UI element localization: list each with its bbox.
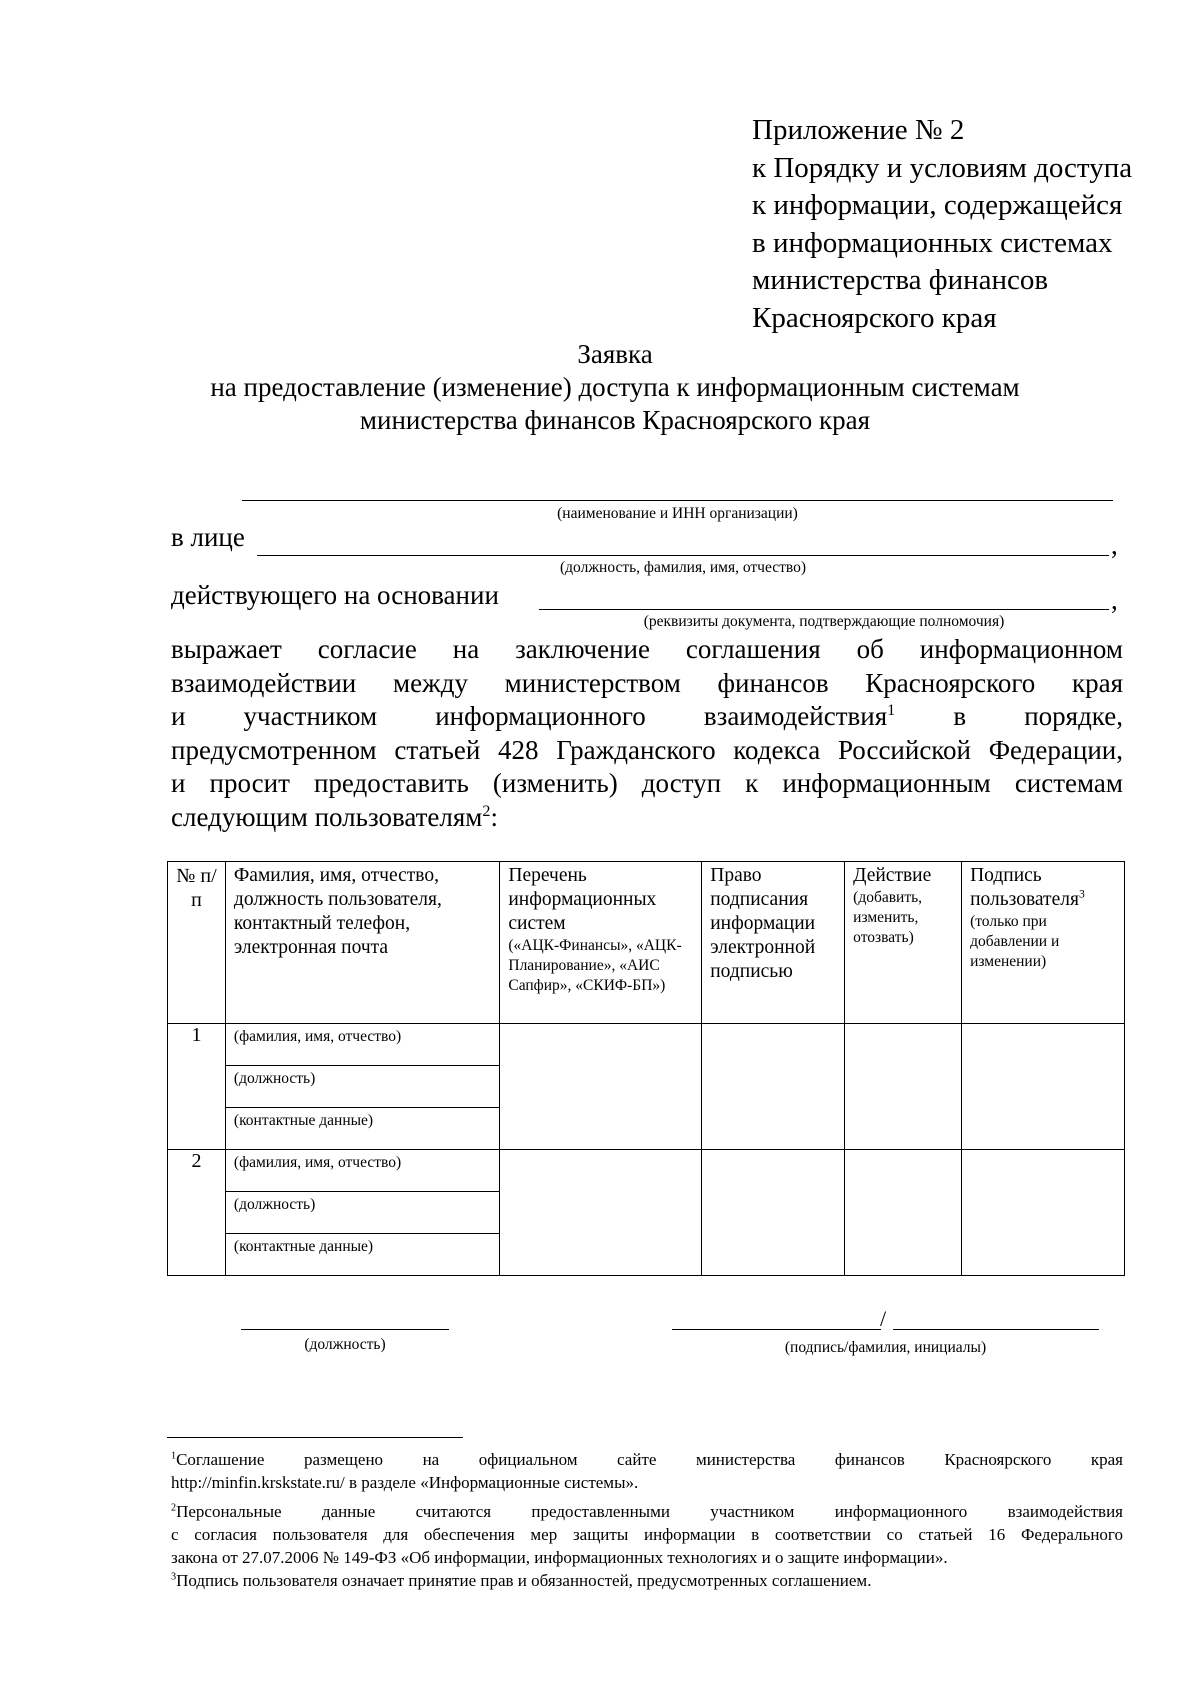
paragraph-segment: следующим пользователям [171, 801, 483, 832]
title-heading: Заявка [577, 339, 653, 369]
header-right: Право подписания информации электронной подписью [702, 862, 845, 1024]
header-systems-list: («АЦК-Финансы», «АЦК-Планирование», «АИС Сапфир», «СКИФ-БП») [508, 937, 682, 994]
paragraph-line: и просит предоставить (изменить) доступ к информационным системам [171, 768, 1123, 798]
basis-caption: (реквизиты документа, подтверждающие полномочия) [643, 613, 1005, 630]
footnote-ref: 3 [1078, 887, 1085, 901]
org-caption: (наименование и ИНН организации) [557, 505, 798, 522]
paragraph-line [171, 801, 1123, 835]
footnote-1-line: http://minfin.krskstate.ru/ в разделе «Информационные системы». [171, 1473, 639, 1492]
header-action-title: Действие [853, 865, 932, 886]
table-row [168, 1024, 1125, 1066]
org-field-line[interactable] [242, 500, 1113, 501]
appendix-line: Приложение № 2 [752, 114, 965, 146]
cell-right[interactable] [702, 1024, 845, 1150]
person-label: в лице [171, 522, 245, 552]
footnote-text: Персональные данные считаются предоставленными участником информационного взаимодействия [176, 1502, 1123, 1521]
appendix-line: Красноярского края [752, 301, 997, 334]
footnote-1-line [171, 1448, 1123, 1471]
cell-sign[interactable] [962, 1024, 1125, 1150]
header-sign [962, 862, 1125, 1024]
paragraph-line [171, 700, 1123, 734]
footnote-2-line: закона от 27.07.2006 № 149-ФЗ «Об информации, информационных технологиях и о защите информации». [171, 1548, 948, 1567]
cell-fio[interactable]: (фамилия, имя, отчество) [225, 1150, 499, 1192]
position-caption: (должность) [304, 1336, 386, 1353]
footnote-text: Соглашение размещено на официальном сайте министерства финансов Красноярского края [176, 1450, 1123, 1469]
header-systems-title: Перечень информационных систем [508, 865, 657, 934]
footnote-ref: 2 [482, 801, 491, 820]
cell-action[interactable] [845, 1024, 962, 1150]
cell-sign[interactable] [962, 1150, 1125, 1276]
header-user: Фамилия, имя, отчество, должность пользователя, контактный телефон, электронная почта [225, 862, 499, 1024]
person-caption: (должность, фамилия, имя, отчество) [559, 559, 807, 576]
signature-caption: (подпись/фамилия, инициалы) [784, 1339, 987, 1356]
document-title [150, 338, 1080, 437]
cell-contacts[interactable]: (контактные данные) [225, 1234, 499, 1276]
header-systems [500, 862, 702, 1024]
cell-systems[interactable] [500, 1150, 702, 1276]
table-header-row [168, 862, 1125, 1024]
comma: , [1111, 585, 1118, 615]
basis-label: действующего на основании [171, 580, 499, 610]
row-num: 2 [168, 1150, 226, 1276]
consent-paragraph [171, 633, 1123, 834]
paragraph-segment: в порядке, [895, 701, 1123, 731]
cell-action[interactable] [845, 1150, 962, 1276]
signature-line[interactable] [672, 1329, 881, 1330]
footnote-separator [167, 1437, 463, 1438]
basis-field-line[interactable] [539, 609, 1109, 610]
cell-contacts[interactable]: (контактные данные) [225, 1108, 499, 1150]
paragraph-line: выражает согласие на заключение соглашения об информационном [171, 634, 1123, 664]
footnotes [171, 1448, 1123, 1592]
paragraph-line: предусмотренном статьей 428 Гражданского кодекса Российской Федерации, [171, 734, 1123, 765]
name-initials-line[interactable] [893, 1329, 1099, 1330]
header-action-note: (добавить, изменить, отозвать) [853, 889, 923, 946]
cell-position[interactable]: (должность) [225, 1066, 499, 1108]
paragraph-segment: : [490, 801, 499, 832]
paragraph-segment: и участником информационного взаимодействия [171, 701, 888, 731]
appendix-line: министерства финансов [752, 264, 1049, 296]
title-line-1: на предоставление (изменение) доступа к информационным системам [210, 372, 1020, 402]
footnote-2-line [171, 1500, 1123, 1523]
comma: , [1111, 530, 1118, 560]
cell-right[interactable] [702, 1150, 845, 1276]
footnote-2-line: с согласия пользователя для обеспечения мер защиты информации в соответствии со статьей 16 Федерального [171, 1525, 1123, 1544]
header-sign-note: (только при добавлении и изменении) [970, 913, 1060, 970]
footnote-number: 3 [171, 1571, 177, 1583]
footnote-number: 1 [171, 1450, 177, 1462]
slash: / [880, 1306, 887, 1331]
appendix-block [752, 112, 1132, 337]
footnote-3-line [171, 1569, 1123, 1592]
cell-position[interactable]: (должность) [225, 1192, 499, 1234]
table-row [168, 1150, 1125, 1192]
cell-fio[interactable]: (фамилия, имя, отчество) [225, 1024, 499, 1066]
header-num: № п/п [168, 862, 226, 1024]
header-action [845, 862, 962, 1024]
users-table [167, 861, 1125, 1276]
header-sign-title [970, 864, 1116, 912]
title-line-2: министерства финансов Красноярского края [359, 405, 871, 435]
header-sign-text: Подпись пользователя [970, 865, 1079, 910]
appendix-line: к Порядку и условиям доступа [752, 151, 1133, 184]
paragraph-line: взаимодействии между министерством финансов Красноярского края [171, 667, 1123, 698]
cell-systems[interactable] [500, 1024, 702, 1150]
position-sign-line[interactable] [241, 1329, 449, 1330]
person-field-line[interactable] [257, 555, 1109, 556]
footnote-text: Подпись пользователя означает принятие прав и обязанностей, предусмотренных соглашением. [176, 1571, 872, 1590]
appendix-line: к информации, содержащейся [752, 189, 1123, 221]
footnote-number: 2 [171, 1502, 177, 1514]
footnote-ref: 1 [887, 701, 896, 719]
row-num: 1 [168, 1024, 226, 1150]
appendix-line: в информационных системах [752, 226, 1113, 259]
